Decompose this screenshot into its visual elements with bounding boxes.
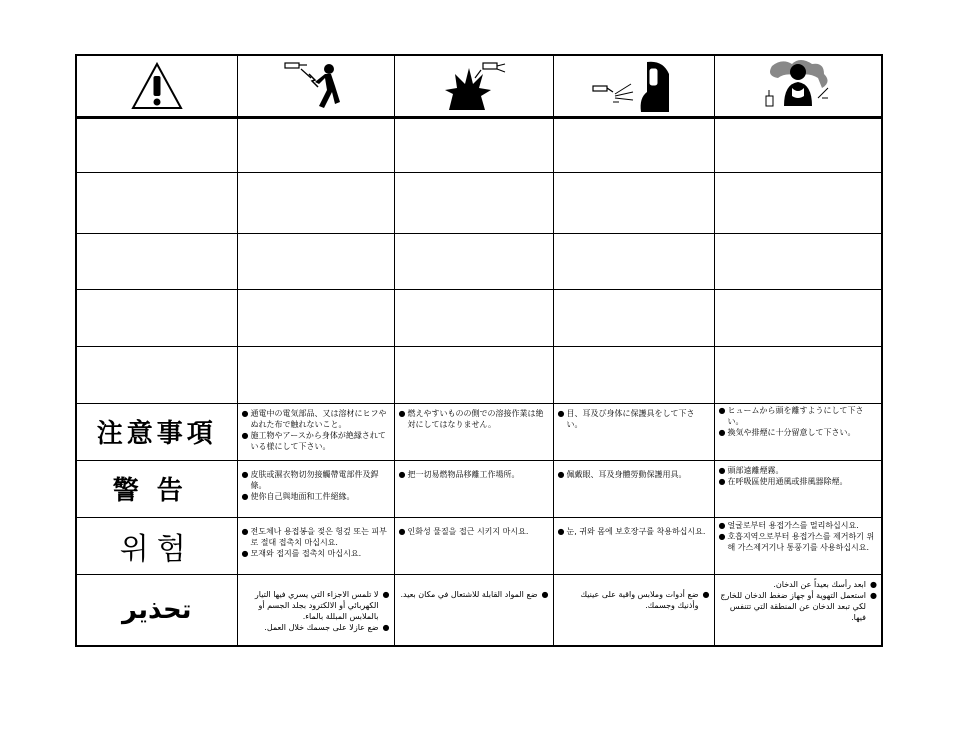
fumes-breathing-icon	[758, 58, 838, 114]
warning-text-fumes: ● ヒュームから頭を離すようにして下さい。 ● 換気や排煙に十分留意して下さい。	[714, 403, 882, 460]
blank-row	[76, 346, 882, 403]
warning-item: 눈, 귀와 몸에 보호장구를 착용하십시요.	[566, 526, 706, 536]
warning-text-shock: ● 전도체나 용접봉을 젖은 헝겊 또는 피부로 절대 접촉치 마십시요. ● 모재와 접지를 접촉치 마십시요.	[237, 517, 394, 574]
icon-cell-fire	[394, 55, 553, 117]
warning-item: 燃えやすいものの側での溶接作業は絶対にしてはなりません。	[407, 408, 544, 429]
icon-cell-warning	[76, 55, 237, 117]
icon-cell-fumes	[714, 55, 882, 117]
language-label-japanese: 注意事項	[96, 419, 217, 449]
warning-item: استعمل التهوية أو جهاز ضغط الدخان للخارج لكي تبعد الدخان عن المنطقة التي تتنفس فيها.	[720, 590, 866, 622]
warning-text-arc: ● ضع أدوات وملابس واقية على عينيك وأذنيك وجسمك.	[553, 574, 714, 646]
warning-item: ضع عازلا على جسمك خلال العمل.	[264, 622, 379, 632]
warning-item: ضع المواد القابلة للاشتعال في مكان بعيد.	[400, 589, 538, 599]
warning-text-arc: ● 눈, 귀와 몸에 보호장구를 착용하십시요.	[553, 517, 714, 574]
language-label-cell	[76, 574, 237, 646]
row-korean	[76, 517, 882, 574]
warning-item: 佩戴眼、耳及身體勞動保護用具。	[566, 469, 687, 479]
warning-item: 把一切易燃物品移離工作場所。	[407, 469, 520, 479]
warning-text-arc: ● 目、耳及び身体に保護具をして下さい。	[553, 403, 714, 460]
warning-text-shock: ● لا تلمس الاجزاء التي يسري فيها التيار الكهربائي أو الالكترود بجلد الجسم أو بالملابس المبللة بالماء. ● ضع عازلا على جسمك خلال العمل.	[237, 574, 394, 646]
icon-cell-arc-rays	[553, 55, 714, 117]
warning-item: لا تلمس الاجزاء التي يسري فيها التيار الكهربائي أو الالكترود بجلد الجسم أو بالملابس المبللة بالماء.	[254, 589, 379, 621]
icon-cell-shock	[237, 55, 394, 117]
warning-item: ヒュームから頭を離すようにして下さい。	[727, 405, 864, 426]
warning-item: 使你自己與地面和工件絕緣。	[250, 491, 355, 501]
warning-text-fire: ● 把一切易燃物品移離工作場所。	[394, 460, 553, 517]
warning-item: 在呼吸區使用通風或排風器除煙。	[727, 476, 848, 486]
warning-item: ضع أدوات وملابس واقية على عينيك وأذنيك وجسمك.	[580, 589, 699, 610]
row-chinese	[76, 460, 882, 517]
row-arabic	[76, 574, 882, 646]
warning-text-shock: ● 通電中の電気部品、又は溶材にヒフやぬれた布で触れないこと。 ● 施工物やアースから身体が絶縁されている様にして下さい。	[237, 403, 394, 460]
safety-warning-table	[75, 54, 883, 647]
warning-item: 호흡지역으로부터 용접가스를 제거하기 위해 가스제거기나 통풍기를 사용하십시요.	[727, 531, 875, 552]
warning-text-fumes: ● 얼굴로부터 용접가스를 멀리하십시요. ● 호흡지역으로부터 용접가스를 제거하기 위해 가스제거기나 통풍기를 사용하십시요.	[714, 517, 882, 574]
row-japanese	[76, 403, 882, 460]
warning-item: 通電中の電気部品、又は溶材にヒフやぬれた布で触れないこと。	[250, 408, 387, 429]
warning-item: 頭部遠離煙霧。	[727, 465, 784, 475]
fire-explosion-icon	[439, 60, 509, 112]
warning-item: 換気や排煙に十分留意して下さい。	[727, 427, 856, 437]
language-label-chinese: 警告	[112, 476, 201, 506]
warning-triangle-icon	[130, 61, 184, 111]
warning-item: 전도체나 용접봉을 젖은 헝겊 또는 피부로 절대 접촉치 마십시요.	[250, 526, 387, 547]
warning-text-fire: ● ضع المواد القابلة للاشتعال في مكان بعيد.	[394, 574, 553, 646]
warning-text-arc: ● 佩戴眼、耳及身體勞動保護用具。	[553, 460, 714, 517]
arc-rays-face-shield-icon	[589, 58, 679, 114]
language-label-cell	[76, 517, 237, 574]
warning-text-shock: ● 皮肤或濕衣物切勿接觸帶電部件及銲條。 ● 使你自己與地面和工件絕緣。	[237, 460, 394, 517]
warning-text-fire: ● 인화성 물질을 접근 시키지 마시요.	[394, 517, 553, 574]
warning-item: 施工物やアースから身体が絶縁されている様にして下さい。	[250, 430, 386, 451]
language-label-cell	[76, 403, 237, 460]
electric-shock-icon	[281, 60, 351, 112]
warning-item: 모재와 접지를 접촉치 마십시요.	[250, 548, 362, 558]
warning-text-fire: ● 燃えやすいものの側での溶接作業は絶対にしてはなりません。	[394, 403, 553, 460]
language-label-cell	[76, 460, 237, 517]
warning-item: 目、耳及び身体に保護具をして下さい。	[566, 408, 695, 429]
warning-item: 인화성 물질을 접근 시키지 마시요.	[407, 526, 529, 536]
blank-row	[76, 117, 882, 172]
blank-row	[76, 289, 882, 346]
warning-item: 皮肤或濕衣物切勿接觸帶電部件及銲條。	[250, 469, 379, 490]
language-label-arabic: تحذير	[122, 594, 192, 625]
blank-row	[76, 233, 882, 289]
blank-row	[76, 172, 882, 233]
warning-item: 얼굴로부터 용접가스를 멀리하십시요.	[727, 520, 859, 530]
language-label-korean: 위험	[119, 531, 194, 567]
warning-text-fumes: ● ابعد رأسك بعيداً عن الدخان. ● استعمل التهوية أو جهاز ضغط الدخان للخارج لكي تبعد الدخان عن المنطقة التي تتنفس فيها.	[714, 574, 882, 646]
warning-item: ابعد رأسك بعيداً عن الدخان.	[773, 579, 866, 589]
icon-header-row	[76, 55, 882, 117]
warning-text-fumes: ● 頭部遠離煙霧。 ● 在呼吸區使用通風或排風器除煙。	[714, 460, 882, 517]
